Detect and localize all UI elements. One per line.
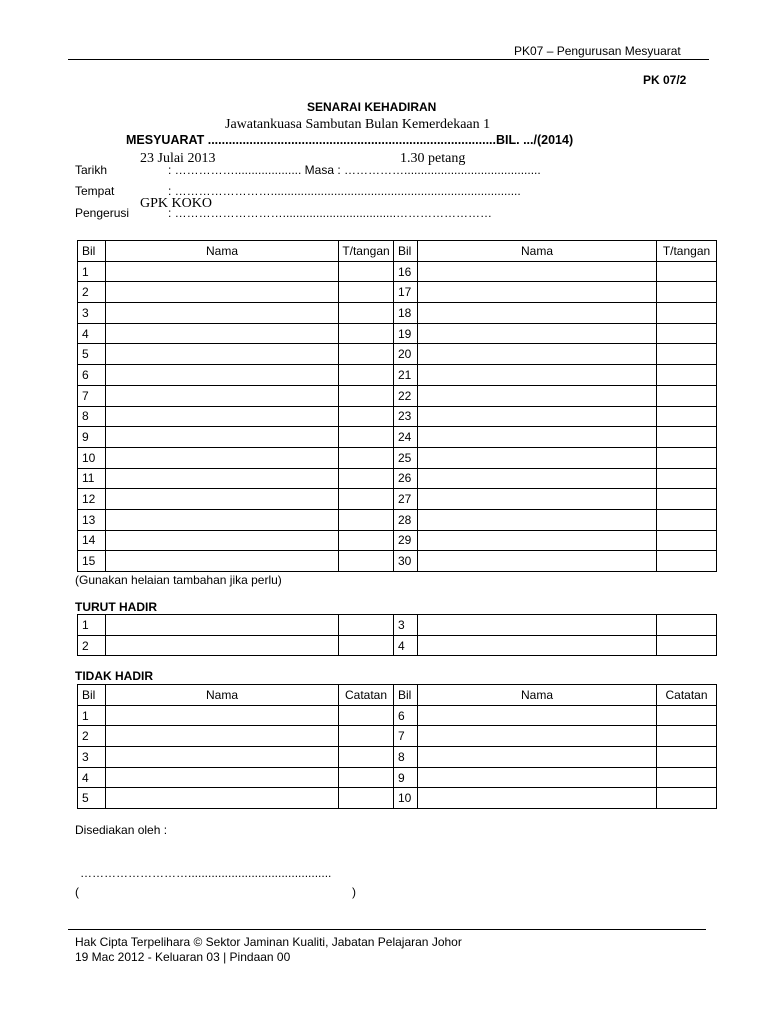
attendance-table: [77, 240, 717, 572]
signature-cell[interactable]: [339, 427, 394, 448]
name-cell[interactable]: [418, 767, 657, 788]
signature-cell[interactable]: [339, 747, 394, 768]
turut-hadir-row: [78, 635, 717, 656]
name-cell[interactable]: [418, 282, 657, 303]
tidak-hadir-row: [78, 705, 717, 726]
name-cell[interactable]: [418, 726, 657, 747]
signature-cell[interactable]: [657, 282, 717, 303]
row-number: 17: [394, 282, 418, 303]
name-cell[interactable]: [106, 406, 339, 427]
signature-cell[interactable]: [339, 635, 394, 656]
signature-cell[interactable]: [339, 344, 394, 365]
name-cell[interactable]: [418, 427, 657, 448]
col-header-nama: Nama: [418, 241, 657, 262]
row-number: 8: [394, 747, 418, 768]
signature-cell[interactable]: [339, 365, 394, 386]
row-number: 10: [394, 788, 418, 809]
attendance-row: [78, 551, 717, 572]
signature-cell[interactable]: [657, 365, 717, 386]
name-cell[interactable]: [418, 747, 657, 768]
attendance-row: [78, 509, 717, 530]
turut-hadir-title: TURUT HADIR: [75, 600, 157, 614]
attendance-note: (Gunakan helaian tambahan jika perlu): [75, 573, 282, 587]
row-number: 2: [78, 726, 106, 747]
signature-cell[interactable]: [339, 615, 394, 636]
signature-cell[interactable]: [657, 303, 717, 324]
row-number: 3: [78, 747, 106, 768]
row-number: 23: [394, 406, 418, 427]
name-cell[interactable]: [106, 323, 339, 344]
signature-cell[interactable]: [339, 489, 394, 510]
signature-cell[interactable]: [657, 385, 717, 406]
attendance-row: [78, 447, 717, 468]
meeting-bil: BIL. .../(2014): [496, 133, 574, 147]
attendance-row: [78, 489, 717, 510]
row-number: 12: [78, 489, 106, 510]
name-cell[interactable]: [106, 489, 339, 510]
name-cell[interactable]: [418, 489, 657, 510]
attendance-row: [78, 365, 717, 386]
row-number: 2: [78, 635, 106, 656]
pengerusi-value: GPK KOKO: [140, 196, 212, 211]
name-cell[interactable]: [106, 344, 339, 365]
running-title: PK07 – Pengurusan Mesyuarat: [514, 44, 681, 58]
row-number: 26: [394, 468, 418, 489]
row-number: 7: [78, 385, 106, 406]
row-number: 6: [78, 365, 106, 386]
name-cell[interactable]: [418, 468, 657, 489]
attendance-header-row: [78, 241, 717, 262]
col-header-nama: Nama: [106, 685, 339, 706]
row-number: 5: [78, 788, 106, 809]
meeting-line: [126, 133, 573, 147]
name-cell[interactable]: [418, 365, 657, 386]
attendance-row: [78, 261, 717, 282]
name-cell[interactable]: [106, 303, 339, 324]
tarikh-label: Tarikh: [75, 163, 108, 177]
row-number: 7: [394, 726, 418, 747]
col-header-ttangan: T/tangan: [657, 241, 717, 262]
col-header-bil: Bil: [394, 241, 418, 262]
row-number: 27: [394, 489, 418, 510]
attendance-row: [78, 530, 717, 551]
signature-cell[interactable]: [657, 468, 717, 489]
row-number: 16: [394, 261, 418, 282]
signature-cell[interactable]: [339, 282, 394, 303]
name-cell[interactable]: [418, 705, 657, 726]
pengerusi-label: Pengerusi: [75, 206, 130, 220]
name-cell[interactable]: [106, 767, 339, 788]
footer-rule: [68, 929, 706, 930]
name-cell[interactable]: [418, 635, 657, 656]
signature-cell[interactable]: [339, 509, 394, 530]
tidak-hadir-row: [78, 747, 717, 768]
name-cell[interactable]: [418, 551, 657, 572]
name-cell[interactable]: [418, 323, 657, 344]
signature-dotted-line: ………………………...........................................: [80, 866, 332, 880]
signature-cell[interactable]: [657, 344, 717, 365]
form-code: PK 07/2: [643, 73, 687, 87]
masa-value: 1.30 petang: [400, 151, 466, 166]
name-cell[interactable]: [106, 551, 339, 572]
tarikh-value: 23 Julai 2013: [140, 151, 216, 166]
attendance-row: [78, 406, 717, 427]
signature-cell[interactable]: [657, 615, 717, 636]
tidak-hadir-header-row: [78, 685, 717, 706]
attendance-row: [78, 323, 717, 344]
signature-cell[interactable]: [339, 788, 394, 809]
name-cell[interactable]: [418, 344, 657, 365]
name-cell[interactable]: [106, 427, 339, 448]
name-cell[interactable]: [106, 282, 339, 303]
tempat-line: : ……………………...........................................................................: [168, 184, 521, 198]
header-rule: [68, 59, 709, 60]
row-number: 9: [394, 767, 418, 788]
name-cell[interactable]: [418, 615, 657, 636]
row-number: 15: [78, 551, 106, 572]
name-paren-open: (: [75, 885, 79, 899]
row-number: 21: [394, 365, 418, 386]
meeting-name-handwritten: Jawatankuasa Sambutan Bulan Kemerdekaan 1: [225, 117, 491, 132]
tidak-hadir-row: [78, 788, 717, 809]
row-number: 4: [78, 323, 106, 344]
row-number: 1: [78, 615, 106, 636]
meeting-dots: ...................................................................................: [207, 133, 496, 147]
row-number: 14: [78, 530, 106, 551]
row-number: 24: [394, 427, 418, 448]
name-cell[interactable]: [106, 385, 339, 406]
signature-cell[interactable]: [339, 447, 394, 468]
name-cell[interactable]: [106, 705, 339, 726]
name-cell[interactable]: [106, 788, 339, 809]
name-cell[interactable]: [418, 788, 657, 809]
name-cell[interactable]: [418, 406, 657, 427]
col-header-nama: Nama: [106, 241, 339, 262]
signature-cell[interactable]: [339, 406, 394, 427]
signature-cell[interactable]: [657, 323, 717, 344]
name-cell[interactable]: [106, 468, 339, 489]
row-number: 1: [78, 705, 106, 726]
col-header-bil: Bil: [394, 685, 418, 706]
attendance-row: [78, 344, 717, 365]
footer-copyright: Hak Cipta Terpelihara © Sektor Jaminan Kualiti, Jabatan Pelajaran Johor: [75, 935, 462, 949]
row-number: 3: [78, 303, 106, 324]
pengerusi-line: : ………………………..................................……………………: [168, 206, 493, 220]
col-header-ttangan: T/tangan: [339, 241, 394, 262]
name-paren-close: ): [352, 885, 356, 899]
signature-cell[interactable]: [339, 705, 394, 726]
name-cell[interactable]: [418, 447, 657, 468]
row-number: 30: [394, 551, 418, 572]
tidak-hadir-title: TIDAK HADIR: [75, 669, 153, 683]
row-number: 2: [78, 282, 106, 303]
name-cell[interactable]: [106, 365, 339, 386]
col-header-bil: Bil: [78, 241, 106, 262]
name-cell[interactable]: [418, 261, 657, 282]
name-cell[interactable]: [106, 447, 339, 468]
col-header-catatan: Catatan: [339, 685, 394, 706]
attendance-row: [78, 303, 717, 324]
row-number: 22: [394, 385, 418, 406]
row-number: 18: [394, 303, 418, 324]
signature-cell[interactable]: [339, 303, 394, 324]
signature-cell[interactable]: [339, 468, 394, 489]
row-number: 6: [394, 705, 418, 726]
tarikh-line: : …………….................... Masa : …………….........................................: [168, 163, 541, 177]
signature-cell[interactable]: [657, 726, 717, 747]
signature-cell[interactable]: [657, 427, 717, 448]
signature-cell[interactable]: [339, 551, 394, 572]
tempat-label: Tempat: [75, 184, 115, 198]
attendance-row: [78, 427, 717, 448]
attendance-row: [78, 282, 717, 303]
signature-cell[interactable]: [339, 726, 394, 747]
signature-cell[interactable]: [339, 323, 394, 344]
name-cell[interactable]: [418, 303, 657, 324]
row-number: 11: [78, 468, 106, 489]
name-cell[interactable]: [106, 261, 339, 282]
attendance-row: [78, 468, 717, 489]
signature-cell[interactable]: [339, 767, 394, 788]
col-header-catatan: Catatan: [657, 685, 717, 706]
row-number: 9: [78, 427, 106, 448]
name-cell[interactable]: [418, 530, 657, 551]
footer-release: 19 Mac 2012 - Keluaran 03 | Pindaan 00: [75, 950, 291, 964]
name-cell[interactable]: [106, 615, 339, 636]
row-number: 8: [78, 406, 106, 427]
row-number: 25: [394, 447, 418, 468]
tidak-hadir-table: [77, 684, 717, 809]
row-number: 28: [394, 509, 418, 530]
turut-hadir-table: [77, 614, 717, 656]
row-number: 29: [394, 530, 418, 551]
signature-cell[interactable]: [657, 447, 717, 468]
signature-cell[interactable]: [657, 705, 717, 726]
name-cell[interactable]: [106, 726, 339, 747]
name-cell[interactable]: [418, 509, 657, 530]
meeting-label: MESYUARAT: [126, 133, 205, 147]
turut-hadir-row: [78, 615, 717, 636]
signature-cell[interactable]: [657, 489, 717, 510]
name-cell[interactable]: [106, 530, 339, 551]
row-number: 4: [78, 767, 106, 788]
signature-cell[interactable]: [657, 788, 717, 809]
form-title: SENARAI KEHADIRAN: [307, 100, 437, 114]
signature-cell[interactable]: [657, 635, 717, 656]
row-number: 1: [78, 261, 106, 282]
signature-cell[interactable]: [657, 530, 717, 551]
row-number: 13: [78, 509, 106, 530]
signature-cell[interactable]: [657, 261, 717, 282]
col-header-bil: Bil: [78, 685, 106, 706]
name-cell[interactable]: [106, 635, 339, 656]
signature-cell[interactable]: [657, 551, 717, 572]
signature-cell[interactable]: [657, 747, 717, 768]
name-cell[interactable]: [106, 509, 339, 530]
signature-cell[interactable]: [657, 406, 717, 427]
row-number: 5: [78, 344, 106, 365]
prepared-by-label: Disediakan oleh :: [75, 823, 168, 837]
tidak-hadir-row: [78, 767, 717, 788]
row-number: 19: [394, 323, 418, 344]
row-number: 10: [78, 447, 106, 468]
name-cell[interactable]: [106, 747, 339, 768]
name-cell[interactable]: [418, 385, 657, 406]
row-number: 20: [394, 344, 418, 365]
tidak-hadir-row: [78, 726, 717, 747]
signature-cell[interactable]: [657, 509, 717, 530]
signature-cell[interactable]: [339, 530, 394, 551]
col-header-nama: Nama: [418, 685, 657, 706]
signature-cell[interactable]: [339, 385, 394, 406]
attendance-row: [78, 385, 717, 406]
row-number: 4: [394, 635, 418, 656]
signature-cell[interactable]: [339, 261, 394, 282]
row-number: 3: [394, 615, 418, 636]
signature-cell[interactable]: [657, 767, 717, 788]
